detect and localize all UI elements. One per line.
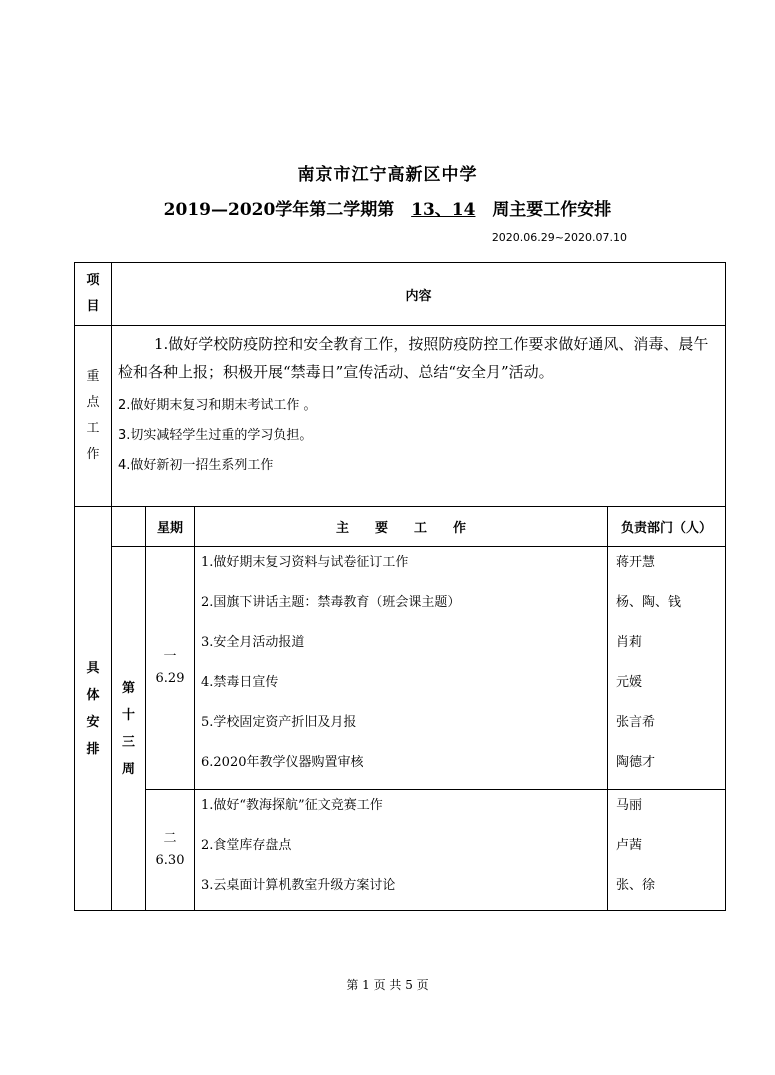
day-row-tuesday	[75, 790, 726, 911]
work-cell-monday	[195, 547, 608, 790]
day-date: 6.30	[155, 853, 185, 868]
responsible-person: 张言希	[616, 715, 656, 730]
page-footer: 第 1 页 共 5 页	[346, 978, 429, 992]
day-cell-monday	[146, 547, 195, 790]
responsible-person: 肖莉	[616, 635, 643, 650]
plan-title-prefix: 2019—2020学年第二学期第	[163, 200, 395, 220]
work-item: 6.2020年教学仪器购置审核	[201, 755, 364, 770]
key-work-row	[75, 326, 726, 507]
col-item-label: 项目	[86, 273, 100, 314]
responsible-person: 陶德才	[616, 755, 656, 770]
key-work-item: 1.做好学校防疫防控和安全教育工作，按照防疫防控工作要求做好通风、消毒、晨午检和各种上报；积极开展“禁毒日”宣传活动、总结“安全月”活动。	[118, 335, 709, 381]
detail-header-row	[75, 507, 726, 547]
col-item-header	[75, 263, 112, 326]
work-item: 5.学校固定资产折旧及月报	[201, 715, 357, 730]
work-item: 2.国旗下讲话主题：禁毒教育（班会课主题）	[201, 595, 461, 610]
plan-title	[0, 195, 775, 220]
work-item: 3.云桌面计算机教室升级方案讨论	[201, 878, 396, 893]
col-dept-header: 负责部门（人）	[608, 507, 726, 547]
detail-label: 具体安排	[86, 660, 100, 757]
key-work-item: 2.做好期末复习和期末考试工作 。	[118, 398, 317, 413]
key-work-label-cell	[75, 326, 112, 507]
col-weekday-header: 星期	[146, 507, 195, 547]
schedule-table	[74, 262, 726, 911]
school-title: 南京市江宁高新区中学	[297, 165, 478, 185]
date-range: 2020.06.29~2020.07.10	[491, 231, 627, 244]
day-date: 6.29	[155, 671, 185, 686]
day-cell-tuesday	[146, 790, 195, 911]
col-main-work-header: 主 要 工 作	[195, 507, 608, 547]
responsible-person: 张、徐	[616, 878, 656, 893]
responsible-person: 杨、陶、钱	[616, 595, 682, 610]
work-item: 2.食堂库存盘点	[201, 838, 292, 853]
day-row-monday	[75, 547, 726, 790]
key-work-label: 重点工作	[86, 369, 100, 462]
table-header-row	[75, 263, 726, 326]
work-item: 1.做好“教海探航”征文竞赛工作	[201, 798, 383, 813]
week-label-cell	[112, 547, 146, 911]
weekday: 一	[163, 649, 177, 664]
responsible-person: 卢茜	[616, 838, 643, 853]
plan-title-suffix: 周主要工作安排	[492, 200, 612, 220]
responsible-person: 元媛	[616, 675, 643, 690]
week-label: 第十三周	[121, 680, 135, 777]
detail-label-cell	[75, 507, 112, 911]
person-cell-tuesday	[608, 790, 726, 911]
key-work-item: 3.切实减轻学生过重的学习负担。	[118, 428, 313, 443]
work-item: 3.安全月活动报道	[201, 635, 305, 650]
responsible-person: 蒋开慧	[616, 555, 656, 570]
responsible-person: 马丽	[616, 798, 643, 813]
blank-header-cell	[112, 507, 146, 547]
work-item: 1.做好期末复习资料与试卷征订工作	[201, 555, 409, 570]
key-work-item: 4.做好新初一招生系列工作	[118, 458, 274, 473]
work-item: 4.禁毒日宣传	[201, 675, 279, 690]
plan-weeks: 13、14	[411, 200, 476, 220]
person-cell-monday	[608, 547, 726, 790]
key-work-content	[112, 326, 726, 507]
work-cell-tuesday	[195, 790, 608, 911]
weekday: 二	[163, 831, 177, 846]
col-content-header: 内容	[112, 263, 726, 326]
